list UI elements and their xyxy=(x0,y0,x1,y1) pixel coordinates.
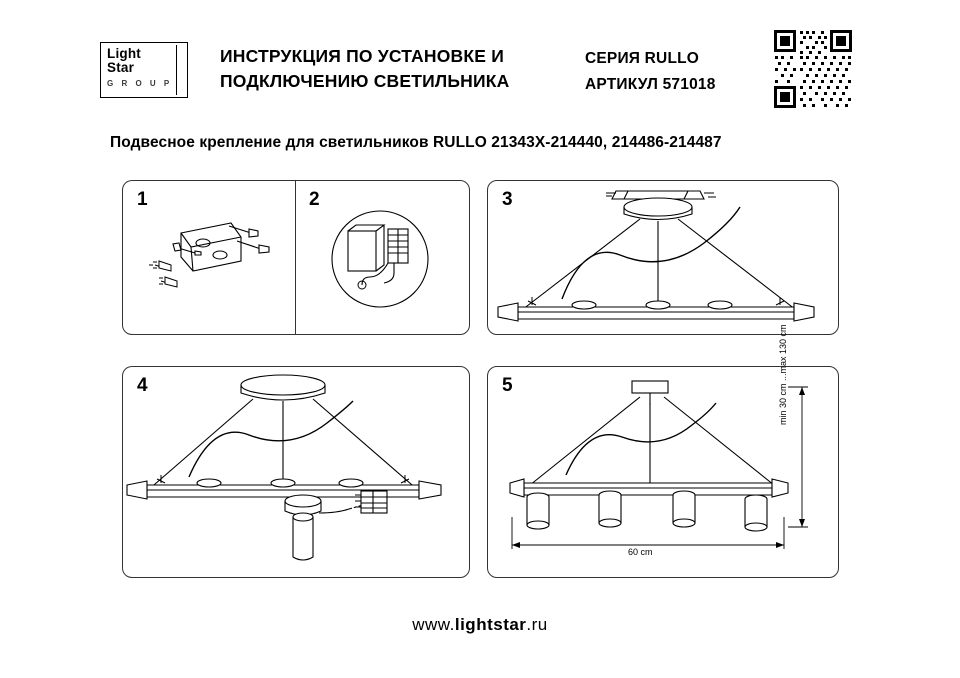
step-number-3: 3 xyxy=(502,189,513,210)
logo-line-2: Star xyxy=(107,60,135,75)
logo-divider xyxy=(176,45,178,95)
step-2-illustration xyxy=(296,181,470,336)
step-3-illustration xyxy=(488,181,840,336)
article-line: АРТИКУЛ 571018 xyxy=(585,76,716,93)
footer-brand: lightstar xyxy=(454,615,527,634)
title-line-2: ПОДКЛЮЧЕНИЮ СВЕТИЛЬНИКА xyxy=(220,71,510,91)
step-number-1: 1 xyxy=(137,189,148,210)
footer-website xyxy=(0,615,960,635)
logo-group-text: G R O U P xyxy=(107,79,173,88)
step-number-5: 5 xyxy=(502,375,513,396)
logo-line-1: Light xyxy=(107,46,141,61)
footer-tld: .ru xyxy=(526,615,548,634)
dimension-height-label: min 30 cm ...max 130 cm xyxy=(778,324,788,425)
title-line-1: ИНСТРУКЦИЯ ПО УСТАНОВКЕ И xyxy=(220,46,504,66)
step-number-2: 2 xyxy=(309,189,320,210)
step-panel-1-2 xyxy=(122,180,470,335)
step-1-illustration xyxy=(123,181,295,336)
step-4-illustration xyxy=(123,367,471,579)
step-panel-5 xyxy=(487,324,839,578)
lightstar-logo xyxy=(100,42,188,98)
page-title xyxy=(220,44,550,94)
qr-code-icon xyxy=(772,28,854,110)
step-panel-3 xyxy=(487,180,839,335)
logo-text xyxy=(107,47,181,95)
document-subtitle: Подвесное крепление для светильников RULLO 21343Х-214440, 214486-214487 xyxy=(110,134,722,151)
step-number-4: 4 xyxy=(137,375,148,396)
document-header xyxy=(100,28,860,108)
footer-www: www. xyxy=(412,615,455,634)
series-line: СЕРИЯ RULLO xyxy=(585,50,700,67)
dimension-width-label: 60 cm xyxy=(628,547,653,557)
step-panel-4 xyxy=(122,366,470,578)
